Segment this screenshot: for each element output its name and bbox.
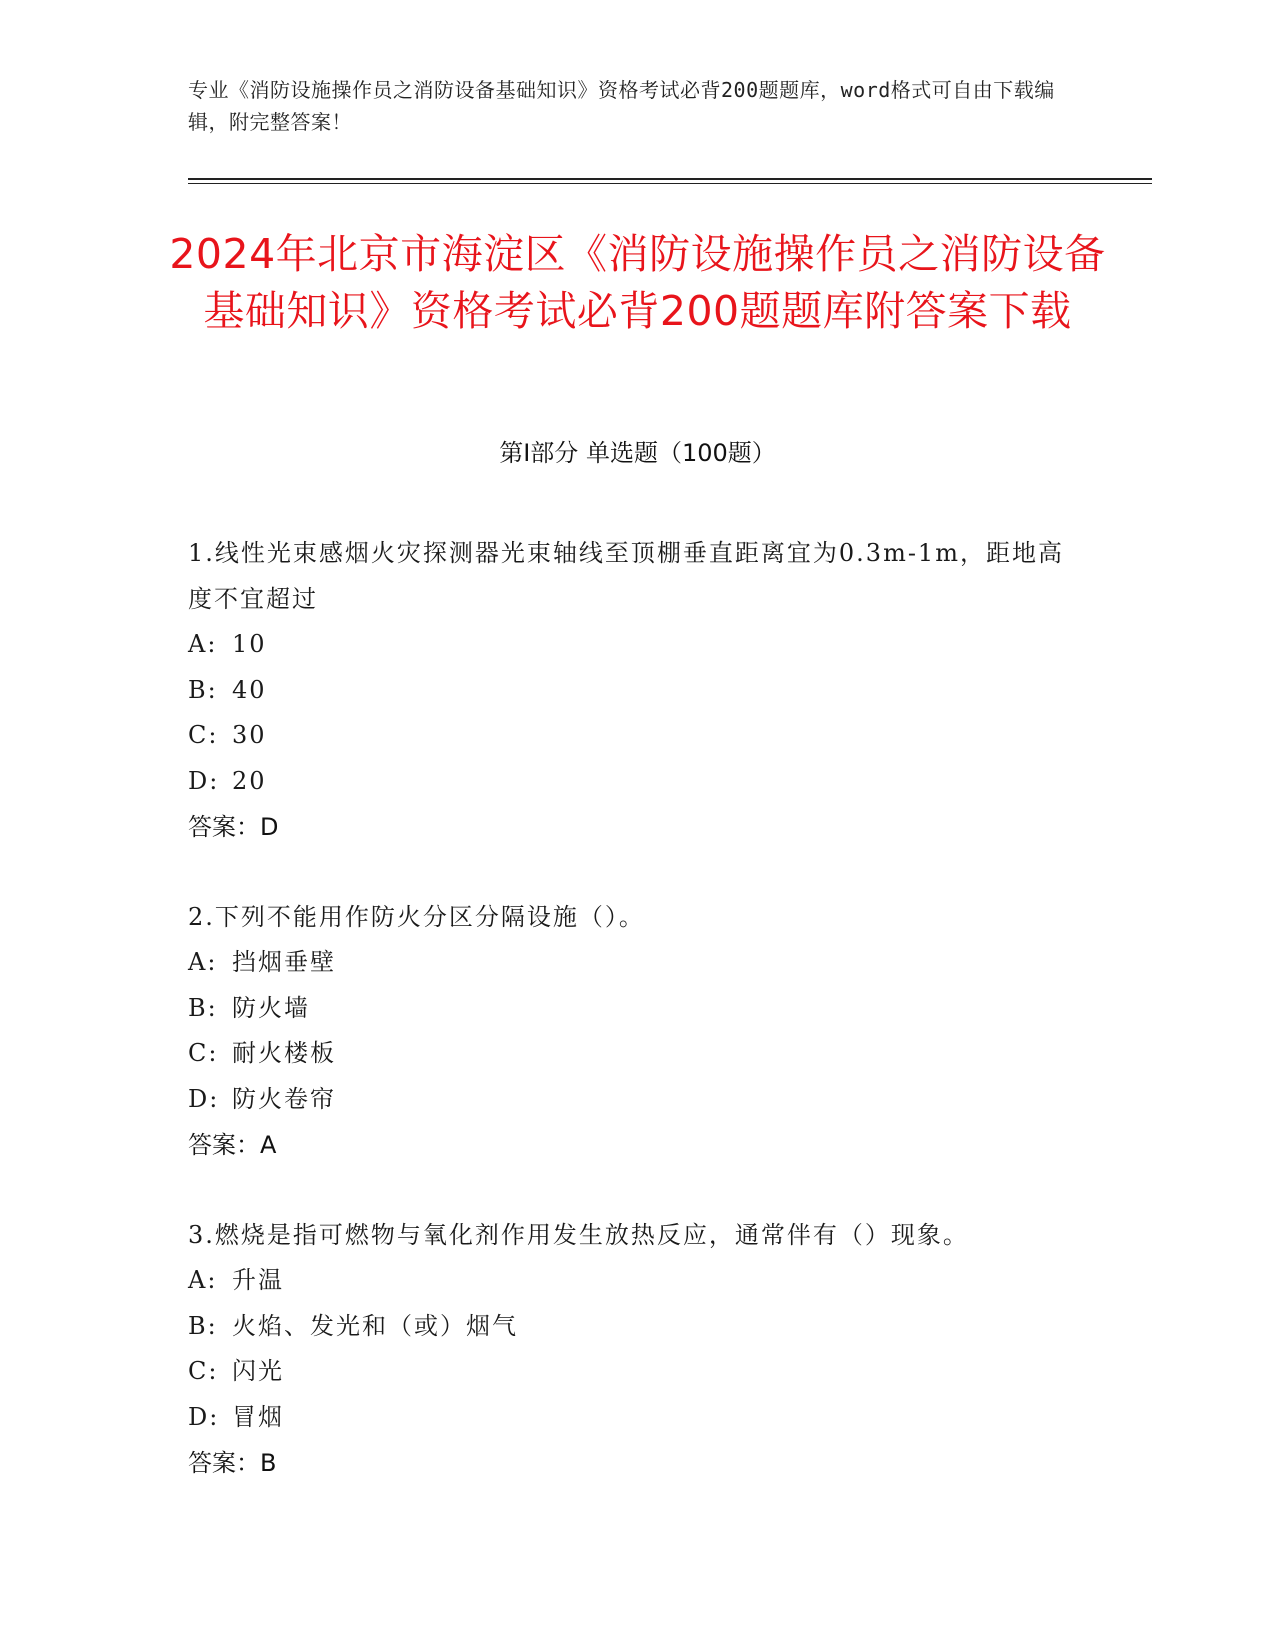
header-divider-thick: [188, 178, 1152, 180]
option-text: 火焰、发光和（或）烟气: [232, 1311, 518, 1340]
question-3: [188, 1212, 1088, 1486]
option-text: 20: [232, 766, 267, 795]
option-letter: A:: [188, 630, 218, 658]
option-letter: A:: [188, 948, 218, 976]
question-stem: 2.下列不能用作防火分区分隔设施（）。: [188, 903, 645, 931]
question-list: [188, 530, 1088, 1530]
option-letter: A:: [188, 1266, 218, 1294]
option-text: 挡烟垂壁: [232, 948, 336, 976]
option-letter: C:: [188, 1357, 219, 1385]
option-letter: D:: [188, 766, 220, 795]
answer-line: 答案：A: [188, 1131, 277, 1159]
answer-line: 答案：B: [188, 1449, 277, 1477]
option-text: 闪光: [232, 1357, 284, 1385]
option-letter: B:: [188, 1311, 218, 1340]
document-title: 2024年北京市海淀区《消防设施操作员之消防设备基础知识》资格考试必背200题题库附答案下载: [169, 230, 1106, 335]
option-b: [188, 986, 1088, 1032]
option-letter: C:: [188, 721, 219, 749]
option-text: 升温: [232, 1266, 284, 1294]
option-a: [188, 940, 1088, 986]
option-a: [188, 1258, 1088, 1304]
option-letter: C:: [188, 1039, 219, 1067]
option-b: [188, 668, 1088, 714]
option-d: [188, 1077, 1088, 1123]
option-c: [188, 1349, 1088, 1395]
option-d: [188, 759, 1088, 805]
question-stem: 3.燃烧是指可燃物与氧化剂作用发生放热反应，通常伴有（）现象。: [188, 1221, 969, 1249]
answer-line: 答案：D: [188, 813, 279, 841]
option-letter: B:: [188, 993, 218, 1022]
option-a: [188, 622, 1088, 668]
option-c: [188, 1031, 1088, 1077]
option-text: 40: [232, 675, 267, 704]
option-b: [188, 1304, 1088, 1350]
option-letter: D:: [188, 1402, 220, 1431]
question-1: [188, 530, 1088, 850]
option-text: 30: [232, 721, 267, 749]
header-divider-thin: [188, 183, 1152, 184]
question-2: [188, 894, 1088, 1168]
option-text: 10: [232, 630, 267, 658]
question-stem: 1.线性光束感烟火灾探测器光束轴线至顶棚垂直距离宜为0.3m-1m，距地高度不宜超过: [188, 539, 1064, 613]
header-note: 专业《消防设施操作员之消防设备基础知识》资格考试必背200题题库，word格式可自由下载编辑，附完整答案！: [188, 78, 1055, 134]
option-letter: D:: [188, 1084, 220, 1113]
option-d: [188, 1395, 1088, 1441]
option-text: 防火卷帘: [232, 1084, 336, 1113]
option-text: 耐火楼板: [232, 1039, 336, 1067]
section-title: 第Ⅰ部分 单选题（100题）: [499, 439, 776, 467]
option-c: [188, 713, 1088, 759]
option-letter: B:: [188, 675, 218, 704]
option-text: 防火墙: [232, 993, 310, 1022]
option-text: 冒烟: [232, 1402, 284, 1431]
